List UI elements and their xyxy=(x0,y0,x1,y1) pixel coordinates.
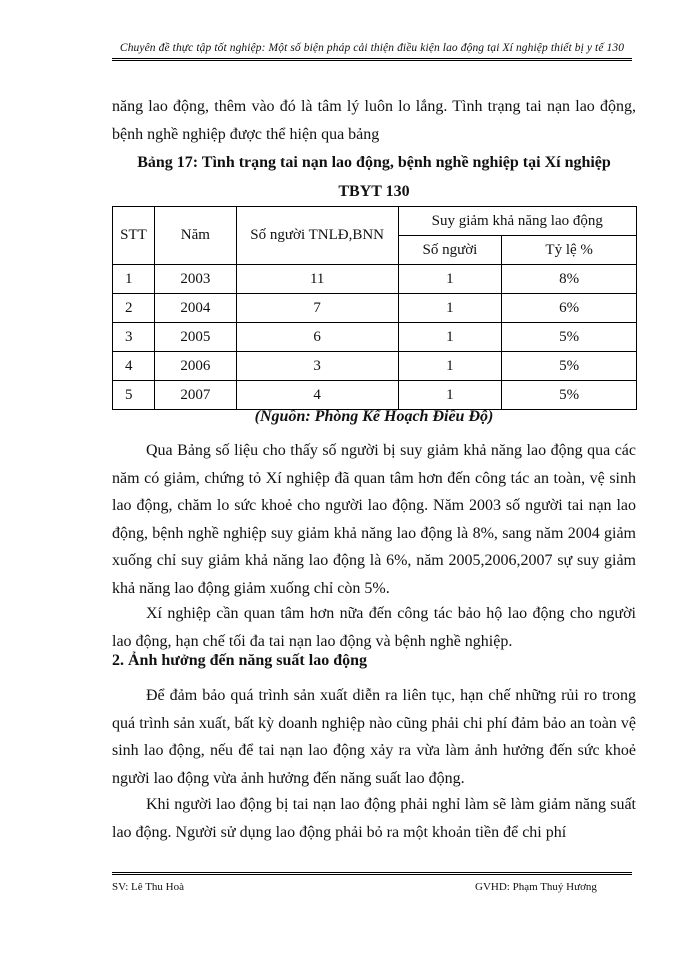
table-row xyxy=(113,294,637,323)
cell-count: 11 xyxy=(236,265,398,294)
table-row xyxy=(113,265,637,294)
cell-sub-count: 1 xyxy=(398,265,502,294)
header-sub-count: Số người xyxy=(398,236,502,265)
cell-stt: 5 xyxy=(113,381,155,410)
header-sub-rate: Tỷ lệ % xyxy=(502,236,637,265)
header-year: Năm xyxy=(154,207,236,265)
header-count: Số người TNLĐ,BNN xyxy=(236,207,398,265)
cell-year: 2004 xyxy=(154,294,236,323)
cell-rate: 5% xyxy=(502,352,637,381)
paragraph-recommendation: Xí nghiệp cần quan tâm hơn nữa đến công tác bảo hộ lao động cho người lao động, hạn chế tối đa tai nạn lao động và bệnh nghề nghiệp. xyxy=(112,605,636,650)
table-row xyxy=(113,381,637,410)
paragraph-analysis: Qua Bảng số liệu cho thấy số người bị suy giảm khả năng lao động qua các năm có giảm, chứng tỏ Xí nghiệp đã quan tâm hơn đến công tác an toàn, vệ sinh lao động, chăm lo sức khoẻ cho người lao động. Năm 2003 số người tai nạn lao động, bệnh nghề nghiệp suy giảm khả năng lao động là 8%, sang năm 2004 giảm xuống chỉ suy giảm khả năng lao động là 6%, năm 2005,2006,2007 sự suy giảm khả năng lao động giảm xuống chỉ còn 5%. xyxy=(112,442,636,597)
table-caption-line1: Bảng 17: Tình trạng tai nạn lao động, bệnh nghề nghiệp tại Xí nghiệp xyxy=(137,154,611,171)
cell-stt: 3 xyxy=(113,323,155,352)
cell-sub-count: 1 xyxy=(398,352,502,381)
paragraph-productivity: Để đảm bảo quá trình sản xuất diễn ra liên tục, hạn chế những rủi ro trong quá trình sản xuất, bất kỳ doanh nghiệp nào cũng phải chi phí đảm bảo an toàn vệ sinh lao động, nếu để tai nạn lao động xảy ra vừa làm ảnh hưởng đến sức khoẻ người lao động vừa ảnh hưởng đến năng suất lao động. xyxy=(112,687,636,787)
cell-sub-count: 1 xyxy=(398,294,502,323)
cell-count: 7 xyxy=(236,294,398,323)
header-rule-secondary xyxy=(112,60,632,61)
table-caption xyxy=(112,148,636,206)
table-caption-line2: TBYT 130 xyxy=(338,183,410,200)
footer-student: SV: Lê Thu Hoà xyxy=(112,881,184,893)
cell-sub-count: 1 xyxy=(398,323,502,352)
cell-rate: 6% xyxy=(502,294,637,323)
cell-year: 2003 xyxy=(154,265,236,294)
table-row xyxy=(113,323,637,352)
table-row xyxy=(113,352,637,381)
cell-stt: 4 xyxy=(113,352,155,381)
paragraph-intro: năng lao động, thêm vào đó là tâm lý luôn lo lắng. Tình trạng tai nạn lao động, bệnh nghề nghiệp được thể hiện qua bảng xyxy=(112,98,636,143)
header-group: Suy giảm khả năng lao động xyxy=(398,207,636,236)
table-header-row xyxy=(113,207,637,236)
cell-sub-count: 1 xyxy=(398,381,502,410)
cell-rate: 8% xyxy=(502,265,637,294)
paragraph-cost: Khi người lao động bị tai nạn lao động phải nghỉ làm sẽ làm giảm năng suất lao động. Người sử dụng lao động phải bỏ ra một khoản tiền để chi phí xyxy=(112,796,636,841)
section-heading: 2. Ảnh hưởng đến năng suất lao động xyxy=(112,652,367,669)
footer-advisor: GVHD: Phạm Thuý Hương xyxy=(475,881,597,893)
header-stt: STT xyxy=(113,207,155,265)
header-rule xyxy=(112,58,632,59)
cell-year: 2005 xyxy=(154,323,236,352)
cell-rate: 5% xyxy=(502,381,637,410)
cell-count: 6 xyxy=(236,323,398,352)
cell-rate: 5% xyxy=(502,323,637,352)
cell-stt: 2 xyxy=(113,294,155,323)
page-header: Chuyên đề thực tập tốt nghiệp: Một số biện pháp cải thiện điều kiện lao động tại Xí nghiệp thiết bị y tế 130 xyxy=(119,42,625,54)
footer-rule-secondary xyxy=(112,874,632,875)
footer-rule xyxy=(112,872,632,873)
cell-year: 2007 xyxy=(154,381,236,410)
cell-stt: 1 xyxy=(113,265,155,294)
accident-table xyxy=(112,206,637,410)
cell-count: 4 xyxy=(236,381,398,410)
cell-count: 3 xyxy=(236,352,398,381)
table-source: (Nguồn: Phòng Kế Hoạch Điều Độ) xyxy=(254,408,494,425)
cell-year: 2006 xyxy=(154,352,236,381)
